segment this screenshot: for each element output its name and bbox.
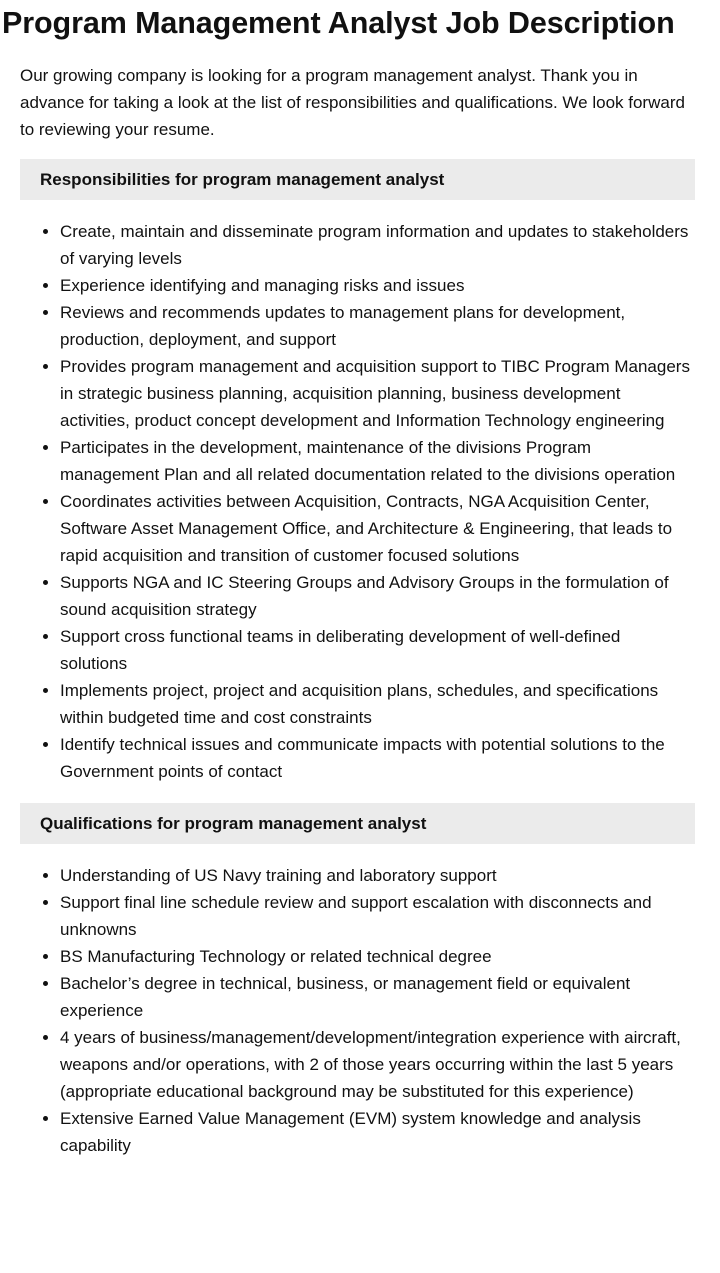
list-item: • Create, maintain and disseminate program information and updates to stakeholders of varying levels xyxy=(60,218,690,272)
responsibilities-heading: Responsibilities for program management analyst xyxy=(20,159,695,200)
list-item: • Understanding of US Navy training and laboratory support xyxy=(60,862,690,889)
list-item: • Participates in the development, maintenance of the divisions Program management Plan and all related documentation related to the divisions operation xyxy=(60,434,690,488)
list-item: • Experience identifying and managing risks and issues xyxy=(60,272,690,299)
qualifications-list xyxy=(20,862,690,1159)
intro-paragraph: Our growing company is looking for a program management analyst. Thank you in advance for taking a look at the list of responsibilities and qualifications. We look forward to reviewing your resume. xyxy=(20,66,685,139)
list-item: • Supports NGA and IC Steering Groups and Advisory Groups in the formulation of sound acquisition strategy xyxy=(60,569,690,623)
responsibilities-list xyxy=(20,218,690,785)
list-item: • Coordinates activities between Acquisition, Contracts, NGA Acquisition Center, Software Asset Management Office, and Architecture & Engineering, that leads to rapid acquisition and transition of customer focused solutions xyxy=(60,488,690,569)
list-item: • 4 years of business/management/development/integration experience with aircraft, weapons and/or operations, with 2 of those years occurring within the last 5 years (appropriate educational background may be substituted for this experience) xyxy=(60,1024,690,1105)
page-title: Program Management Analyst Job Description xyxy=(2,6,675,40)
list-item: • Provides program management and acquisition support to TIBC Program Managers in strategic business planning, acquisition planning, business development activities, product concept development and Information Technology engineering xyxy=(60,353,690,434)
list-item: • Support cross functional teams in deliberating development of well-defined solutions xyxy=(60,623,690,677)
list-item: • Support final line schedule review and support escalation with disconnects and unknowns xyxy=(60,889,690,943)
list-item: • BS Manufacturing Technology or related technical degree xyxy=(60,943,690,970)
qualifications-heading: Qualifications for program management analyst xyxy=(20,803,695,844)
list-item: • Bachelor’s degree in technical, business, or management field or equivalent experience xyxy=(60,970,690,1024)
list-item: • Implements project, project and acquisition plans, schedules, and specifications within budgeted time and cost constraints xyxy=(60,677,690,731)
list-item: • Reviews and recommends updates to management plans for development, production, deployment, and support xyxy=(60,299,690,353)
list-item: • Extensive Earned Value Management (EVM) system knowledge and analysis capability xyxy=(60,1105,690,1159)
list-item: • Identify technical issues and communicate impacts with potential solutions to the Government points of contact xyxy=(60,731,690,785)
